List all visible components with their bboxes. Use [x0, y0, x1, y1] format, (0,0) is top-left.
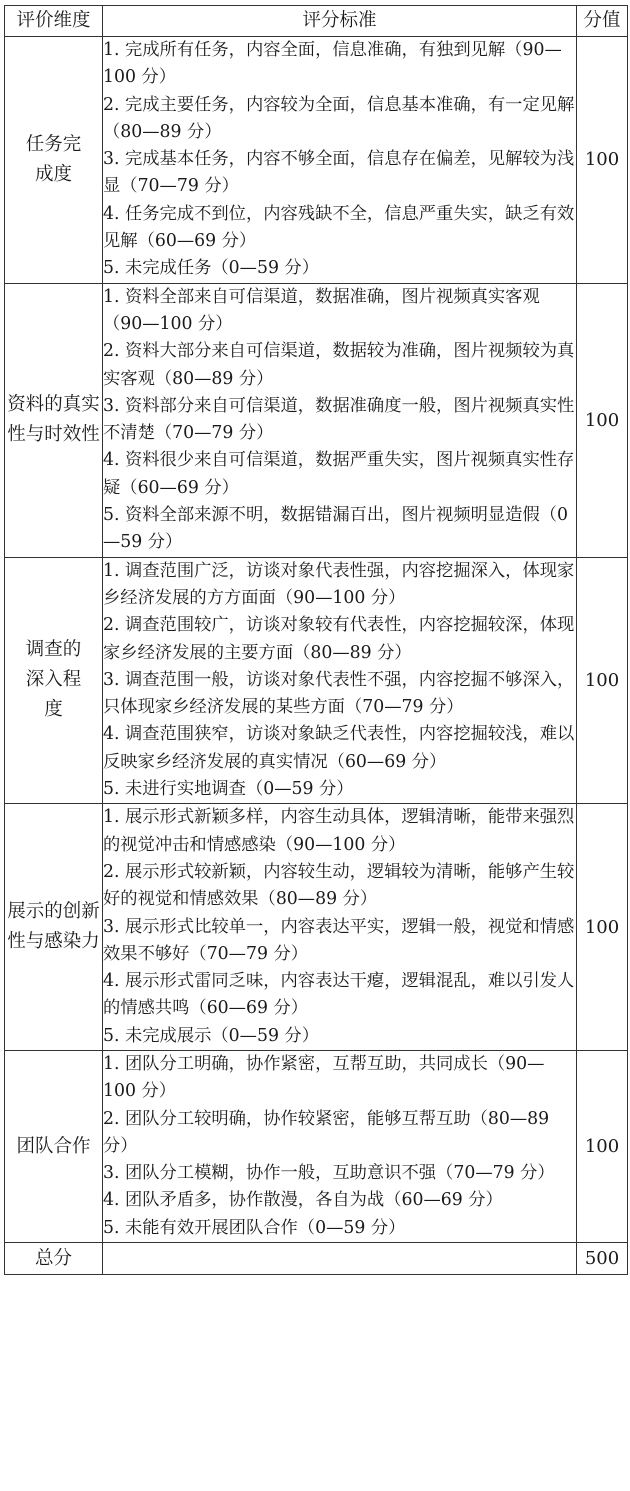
criteria-item: 2. 资料大部分来自可信渠道，数据较为准确，图片视频较为真实客观（80—89 分）: [103, 341, 575, 389]
criteria-item: 1. 团队分工明确，协作紧密，互帮互助，共同成长（90—100 分）: [103, 1053, 545, 1102]
total-row: [5, 1243, 628, 1275]
criteria-cell: [103, 804, 577, 1051]
score-cell: 100: [577, 1050, 628, 1242]
total-score: 500: [577, 1243, 628, 1275]
score-cell: 100: [577, 37, 628, 284]
score-cell: 100: [577, 804, 628, 1051]
criteria-item: 3. 团队分工模糊，协作一般，互助意识不强（70—79 分）: [103, 1163, 555, 1184]
criteria-item: 4. 资料很少来自可信渠道，数据严重失实，图片视频真实性存疑（60—69 分）: [103, 450, 575, 498]
criteria-cell: [103, 1050, 577, 1242]
dimension-cell: 资料的真实性与时效性: [5, 283, 103, 557]
criteria-item: 4. 展示形式雷同乏味，内容表达干瘪，逻辑混乱，难以引发人的情感共鸣（60—69 分）: [103, 971, 575, 1019]
criteria-item: 5. 未能有效开展团队合作（0—59 分）: [103, 1217, 406, 1238]
header-score: 分值: [577, 6, 628, 37]
criteria-item: 4. 任务完成不到位，内容残缺不全，信息严重失实，缺乏有效见解（60—69 分）: [103, 203, 575, 252]
criteria-item: 1. 调查范围广泛，访谈对象代表性强，内容挖掘深入，体现家乡经济发展的方方面面（90—100 分）: [103, 560, 575, 608]
criteria-item: 5. 资料全部来源不明，数据错漏百出，图片视频明显造假（0—59 分）: [103, 505, 569, 553]
criteria-item: 4. 团队矛盾多，协作散漫，各自为战（60—69 分）: [103, 1190, 503, 1211]
score-cell: 100: [577, 557, 628, 804]
rubric-table: [4, 5, 628, 1275]
criteria-item: 3. 完成基本任务，内容不够全面，信息存在偏差，见解较为浅显（70—79 分）: [103, 149, 575, 197]
criteria-item: 2. 团队分工较明确，协作较紧密，能够互帮互助（80—89 分）: [103, 1108, 550, 1156]
rubric-row: [5, 1050, 628, 1242]
score-cell: 100: [577, 283, 628, 557]
criteria-item: 5. 未完成任务（0—59 分）: [103, 258, 319, 279]
rubric-row: [5, 37, 628, 284]
criteria-item: 5. 未完成展示（0—59 分）: [103, 1025, 319, 1046]
dimension-cell: 调查的深入程度: [5, 557, 103, 804]
total-label: 总分: [5, 1243, 103, 1275]
criteria-item: 2. 完成主要任务，内容较为全面，信息基本准确，有一定见解（80—89 分）: [103, 94, 575, 142]
criteria-item: 3. 展示形式比较单一，内容表达平实，逻辑一般，视觉和情感效果不够好（70—79 分）: [103, 916, 575, 964]
criteria-item: 4. 调查范围狭窄，访谈对象缺乏代表性，内容挖掘较浅，难以反映家乡经济发展的真实情况（60—69 分）: [103, 724, 575, 772]
criteria-item: 1. 展示形式新颖多样，内容生动具体，逻辑清晰，能带来强烈的视觉冲击和情感感染（90—100 分）: [103, 807, 575, 855]
dimension-cell: 团队合作: [5, 1050, 103, 1242]
rubric-row: [5, 557, 628, 804]
criteria-item: 1. 完成所有任务，内容全面，信息准确，有独到见解（90—100 分）: [103, 40, 562, 88]
criteria-cell: [103, 557, 577, 804]
dimension-cell: 任务完成度: [5, 37, 103, 284]
rubric-row: [5, 283, 628, 557]
dimension-cell: 展示的创新性与感染力: [5, 804, 103, 1051]
criteria-item: 3. 资料部分来自可信渠道，数据准确度一般，图片视频真实性不清楚（70—79 分）: [103, 395, 575, 444]
criteria-item: 3. 调查范围一般，访谈对象代表性不强，内容挖掘不够深入，只体现家乡经济发展的某些方面（70—79 分）: [103, 669, 575, 718]
criteria-item: 5. 未进行实地调查（0—59 分）: [103, 779, 354, 800]
criteria-item: 2. 调查范围较广，访谈对象较有代表性，内容挖掘较深，体现家乡经济发展的主要方面（80—89 分）: [103, 615, 575, 663]
criteria-cell: [103, 37, 577, 284]
criteria-item: 1. 资料全部来自可信渠道，数据准确，图片视频真实客观（90—100 分）: [103, 286, 540, 334]
header-criteria: 评分标准: [103, 6, 577, 37]
rubric-row: [5, 804, 628, 1051]
criteria-cell: [103, 283, 577, 557]
header-dimension: 评价维度: [5, 6, 103, 37]
total-criteria-cell: [103, 1243, 577, 1275]
header-row: [5, 6, 628, 37]
criteria-item: 2. 展示形式较新颖，内容较生动，逻辑较为清晰，能够产生较好的视觉和情感效果（80—89 分）: [103, 861, 575, 910]
